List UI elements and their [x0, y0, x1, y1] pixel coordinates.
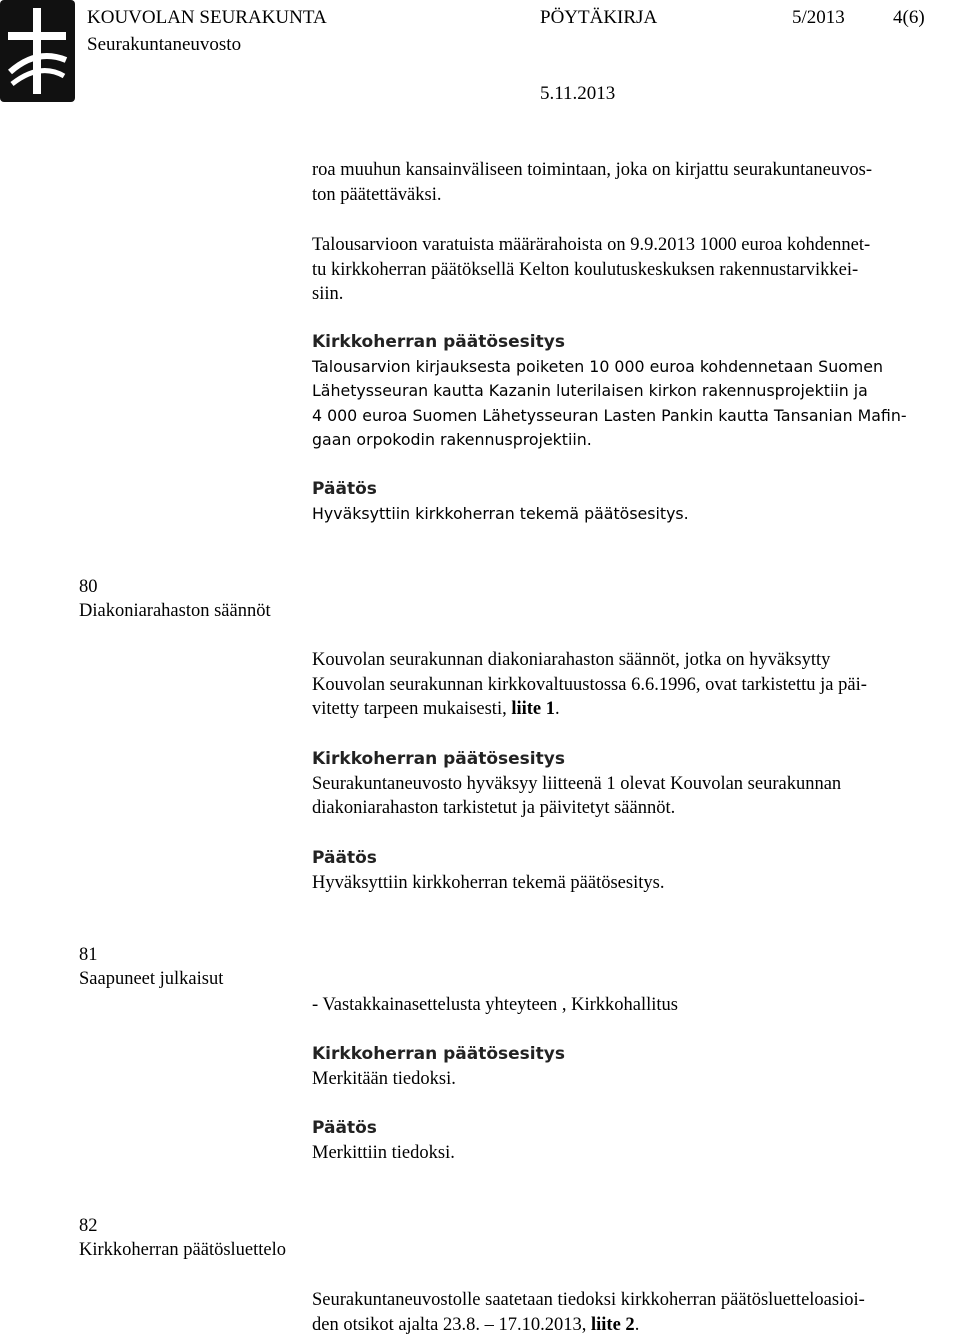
header-body-name: Seurakuntaneuvosto: [87, 34, 242, 55]
section-title: Saapuneet julkaisut: [79, 969, 224, 989]
intro-paragraph-1: [312, 158, 932, 207]
header-date: 5.11.2013: [540, 83, 616, 104]
text-segment: .: [555, 699, 560, 719]
text-line: siin.: [312, 284, 344, 304]
text-line: Talousarvioon varatuista määrärahoista on 9.9.2013 1000 euroa kohdennet-: [312, 235, 871, 255]
section-number: 82: [79, 1216, 98, 1236]
decision-1: [312, 477, 932, 526]
header-page-number: 4(6): [893, 7, 925, 28]
proposal-heading: Kirkkoherran päätösesitys: [312, 749, 565, 769]
text-line: Talousarvion kirjauksesta poiketen 10 000 euroa kohdennetaan Suomen: [312, 356, 883, 376]
decision-heading: Päätös: [312, 848, 377, 868]
text-line: Merkitään tiedoksi.: [312, 1068, 456, 1089]
section-number: 81: [79, 945, 98, 965]
decision-heading: Päätös: [312, 1118, 377, 1138]
header-document-type: PÖYTÄKIRJA: [540, 7, 658, 28]
section-title: Diakoniarahaston säännöt: [79, 601, 271, 621]
section-81-decision: [312, 1116, 932, 1165]
decision-text: Merkittiin tiedoksi.: [312, 1142, 455, 1163]
text-line: ton päätettäväksi.: [312, 184, 442, 205]
text-segment: .: [634, 1314, 640, 1335]
text-line: Lähetysseuran kautta Kazanin luterilaisen kirkon rakennusprojektiin ja: [312, 381, 868, 400]
section-80-label: [79, 575, 271, 623]
section-number: 80: [79, 577, 98, 597]
decision-text: Hyväksyttiin kirkkoherran tekemä päätösesitys.: [312, 872, 665, 893]
section-82-body: [312, 1288, 932, 1337]
header-document-number: 5/2013: [792, 7, 845, 28]
text-line: gaan orpokodin rakennusprojektiin.: [312, 430, 592, 449]
proposal-heading: Kirkkoherran päätösesitys: [312, 1044, 565, 1064]
attachment-reference: liite 1: [511, 699, 556, 719]
section-81-label: [79, 943, 223, 991]
text-segment: vitetty tarpeen mukaisesti,: [312, 699, 512, 719]
decision-text: Hyväksyttiin kirkkoherran tekemä päätösesitys.: [312, 503, 689, 523]
text-line: roa muuhun kansainväliseen toimintaan, joka on kirjattu seurakuntaneuvos-: [312, 160, 872, 180]
attachment-reference: liite 2: [591, 1314, 635, 1335]
section-82-label: [79, 1214, 286, 1262]
intro-paragraph-2: [312, 233, 932, 307]
text-line: Kouvolan seurakunnan kirkkovaltuustossa 6.6.1996, ovat tarkistettu ja päi-: [312, 674, 867, 695]
section-81-proposal: [312, 1042, 932, 1091]
header-organization: KOUVOLAN SEURAKUNTA: [87, 7, 327, 28]
section-80-body: [312, 648, 932, 722]
text-line: [312, 1313, 932, 1337]
proposal-heading: Kirkkoherran päätösesitys: [312, 332, 565, 352]
decision-heading: Päätös: [312, 479, 377, 499]
text-line: diakoniarahaston tarkistetut ja päivitetyt säännöt.: [312, 798, 676, 818]
parish-logo: [0, 0, 75, 102]
section-81-item: [312, 993, 932, 1018]
section-80-decision: [312, 846, 932, 895]
text-line: [312, 697, 932, 722]
section-title: Kirkkoherran päätösluettelo: [79, 1240, 287, 1260]
text-line: tu kirkkoherran päätöksellä Kelton koulutuskeskuksen rakennustarvikkei-: [312, 259, 859, 280]
text-line: Seurakuntaneuvosto hyväksyy liitteenä 1 olevat Kouvolan seurakunnan: [312, 773, 842, 794]
section-80-proposal: [312, 747, 932, 821]
text-line: Seurakuntaneuvostolle saatetaan tiedoksi kirkkoherran päätösluetteloasioi-: [312, 1290, 865, 1310]
proposal-1: [312, 330, 932, 453]
text-line: - Vastakkainasettelusta yhteyteen , Kirkkohallitus: [312, 995, 678, 1015]
text-segment: den otsikot ajalta 23.8. – 17.10.2013,: [312, 1314, 592, 1335]
text-line: 4 000 euroa Suomen Lähetysseuran Lasten Pankin kautta Tansanian Mafin-: [312, 405, 907, 425]
text-line: Kouvolan seurakunnan diakoniarahaston säännöt, jotka on hyväksytty: [312, 650, 831, 670]
